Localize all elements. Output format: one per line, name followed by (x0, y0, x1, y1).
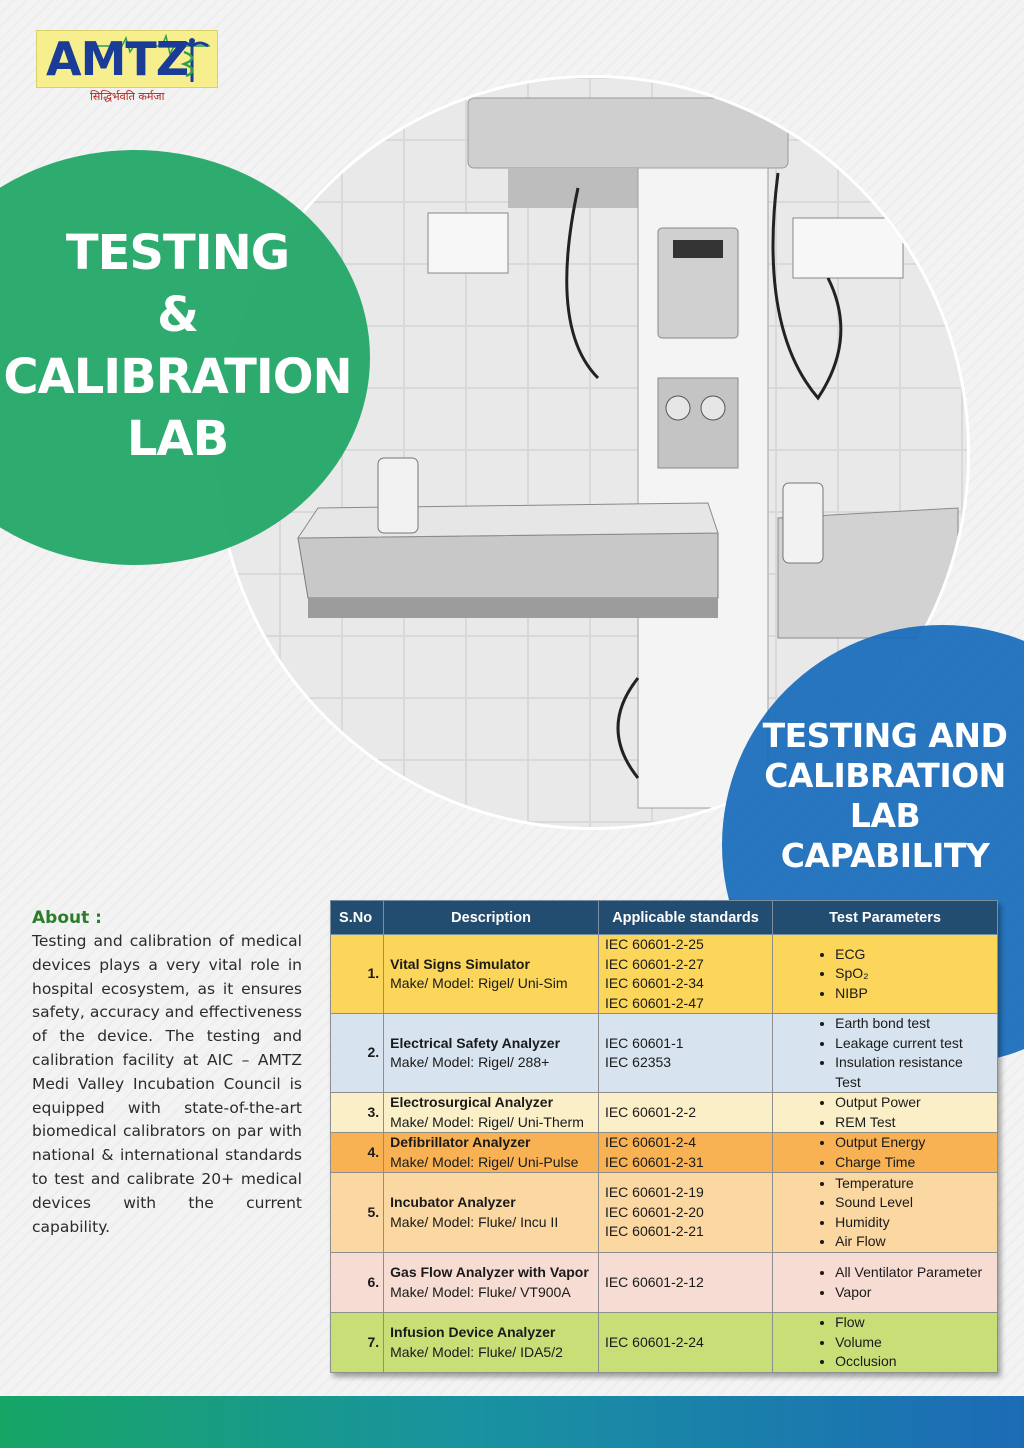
param-item: • Occlusion (835, 1352, 991, 1372)
standard-item: IEC 62353 (604, 1054, 672, 1070)
param-item: • Charge Time (835, 1153, 991, 1173)
row-params (773, 1014, 998, 1093)
capability-title-line: TESTING AND (762, 716, 1008, 755)
row-sno: 5. (331, 1173, 384, 1253)
device-make: Make/ Model: Rigel/ Uni-Sim (390, 975, 568, 991)
device-name: Vital Signs Simulator (390, 955, 530, 972)
param-item: • REM Test (835, 1113, 991, 1133)
table-row (331, 1253, 998, 1313)
row-description (384, 1093, 599, 1133)
device-make: Make/ Model: Fluke/ IDA5/2 (390, 1343, 563, 1360)
param-item: • Earth bond test (835, 1014, 991, 1034)
row-sno: 6. (331, 1253, 384, 1313)
standard-item: IEC 60601-2-21 (604, 1223, 704, 1240)
table-row (331, 935, 998, 1014)
param-item: • Volume (835, 1333, 991, 1353)
amtz-logo (36, 30, 216, 104)
header-description: Description (384, 901, 599, 935)
device-name: Electrosurgical Analyzer (390, 1094, 554, 1110)
standard-item: IEC 60601-2-47 (604, 994, 704, 1011)
row-standards (598, 1133, 772, 1173)
row-params (773, 1173, 998, 1253)
param-item: • NIBP (835, 984, 991, 1004)
param-item: • Insulation resistance Test (835, 1053, 991, 1092)
logo-tagline: सिद्धिर्भवति कर्मजा (90, 90, 165, 103)
footer-bar (0, 1396, 1024, 1448)
row-description (384, 1313, 599, 1373)
row-description (384, 1133, 599, 1173)
standard-item: IEC 60601-2-2 (604, 1103, 696, 1120)
table-row (331, 1093, 998, 1133)
about-heading: About : (32, 908, 102, 928)
standard-item: IEC 60601-2-24 (604, 1333, 704, 1350)
row-standards (598, 935, 772, 1014)
table-row (331, 1133, 998, 1173)
row-sno: 4. (331, 1133, 384, 1173)
row-description (384, 1014, 599, 1093)
param-item: • All Ventilator Parameter (835, 1263, 991, 1283)
standard-item: IEC 60601-2-12 (604, 1273, 704, 1290)
device-name: Electrical Safety Analyzer (390, 1034, 561, 1051)
param-item: • Leakage current test (835, 1034, 991, 1054)
row-sno: 1. (331, 935, 384, 1014)
row-description (384, 935, 599, 1014)
table-row (331, 1173, 998, 1253)
header-params: Test Parameters (773, 901, 998, 935)
about-body: Testing and calibration of medical devices plays a very vital role in hospital ecosystem, as it ensures safety, accuracy and effectiveness of the device. The testing and calibration facility at AIC – AMTZ Medi Valley Incubation Council is equipped with state-of-the-art biomedical calibrators on par with national & international standards to test and calibrate 20+ medical devices with the current capability. (32, 932, 302, 1236)
param-item: • Output Power (835, 1093, 991, 1113)
hero-title (0, 222, 355, 470)
logo-wordmark: AMTZ (46, 32, 189, 86)
row-params (773, 1133, 998, 1173)
standard-item: IEC 60601-2-34 (604, 975, 704, 991)
standard-item: IEC 60601-2-25 (604, 936, 704, 952)
row-sno: 3. (331, 1093, 384, 1133)
row-standards (598, 1253, 772, 1313)
caduceus-icon (174, 36, 210, 84)
hero-title-line: & (157, 287, 198, 343)
row-standards (598, 1313, 772, 1373)
row-description (384, 1173, 599, 1253)
hero-title-line: CALIBRATION (3, 349, 352, 405)
row-params (773, 1313, 998, 1373)
capability-table (330, 900, 998, 1373)
hero-title-line: LAB (126, 411, 229, 467)
header-standards: Applicable standards (598, 901, 772, 935)
table-row (331, 1014, 998, 1093)
device-make: Make/ Model: Fluke/ Incu II (390, 1213, 559, 1230)
row-sno: 2. (331, 1014, 384, 1093)
device-name: Incubator Analyzer (390, 1194, 516, 1210)
about-section (32, 908, 302, 1239)
header-sno: S.No (331, 901, 384, 935)
capability-title-line: LAB (849, 796, 921, 835)
device-name: Defibrillator Analyzer (390, 1134, 531, 1150)
row-standards (598, 1173, 772, 1253)
row-params (773, 1253, 998, 1313)
param-item: • Flow (835, 1313, 991, 1333)
device-make: Make/ Model: Fluke/ VT900A (390, 1283, 571, 1300)
device-make: Make/ Model: Rigel/ Uni-Pulse (390, 1153, 579, 1170)
param-item: • Humidity (835, 1213, 991, 1233)
param-item: • Temperature (835, 1174, 991, 1194)
table-header-row (331, 901, 998, 935)
device-name: Gas Flow Analyzer with Vapor (390, 1264, 589, 1280)
standard-item: IEC 60601-2-19 (604, 1184, 704, 1201)
row-params (773, 1093, 998, 1133)
capability-title-line: CAPABILITY (780, 836, 990, 875)
table-row (331, 1313, 998, 1373)
standard-item: IEC 60601-2-27 (604, 955, 704, 972)
param-item: • Output Energy (835, 1133, 991, 1153)
standard-item: IEC 60601-2-20 (604, 1203, 704, 1220)
device-name: Infusion Device Analyzer (390, 1324, 556, 1340)
row-params (773, 935, 998, 1014)
param-item: • Sound Level (835, 1193, 991, 1213)
hero-title-line: TESTING (65, 225, 290, 281)
row-standards (598, 1093, 772, 1133)
device-make: Make/ Model: Rigel/ 288+ (390, 1054, 550, 1070)
param-item: • ECG (835, 945, 991, 965)
device-make: Make/ Model: Rigel/ Uni-Therm (390, 1113, 584, 1130)
param-item: • SpO₂ (835, 964, 991, 984)
standard-item: IEC 60601-2-31 (604, 1153, 704, 1170)
capability-title-line: CALIBRATION (764, 756, 1006, 795)
row-sno: 7. (331, 1313, 384, 1373)
param-item: • Air Flow (835, 1232, 991, 1252)
row-description (384, 1253, 599, 1313)
row-standards (598, 1014, 772, 1093)
standard-item: IEC 60601-1 (604, 1034, 684, 1051)
param-item: • Vapor (835, 1283, 991, 1303)
standard-item: IEC 60601-2-4 (604, 1134, 696, 1150)
capability-title (744, 716, 1024, 876)
